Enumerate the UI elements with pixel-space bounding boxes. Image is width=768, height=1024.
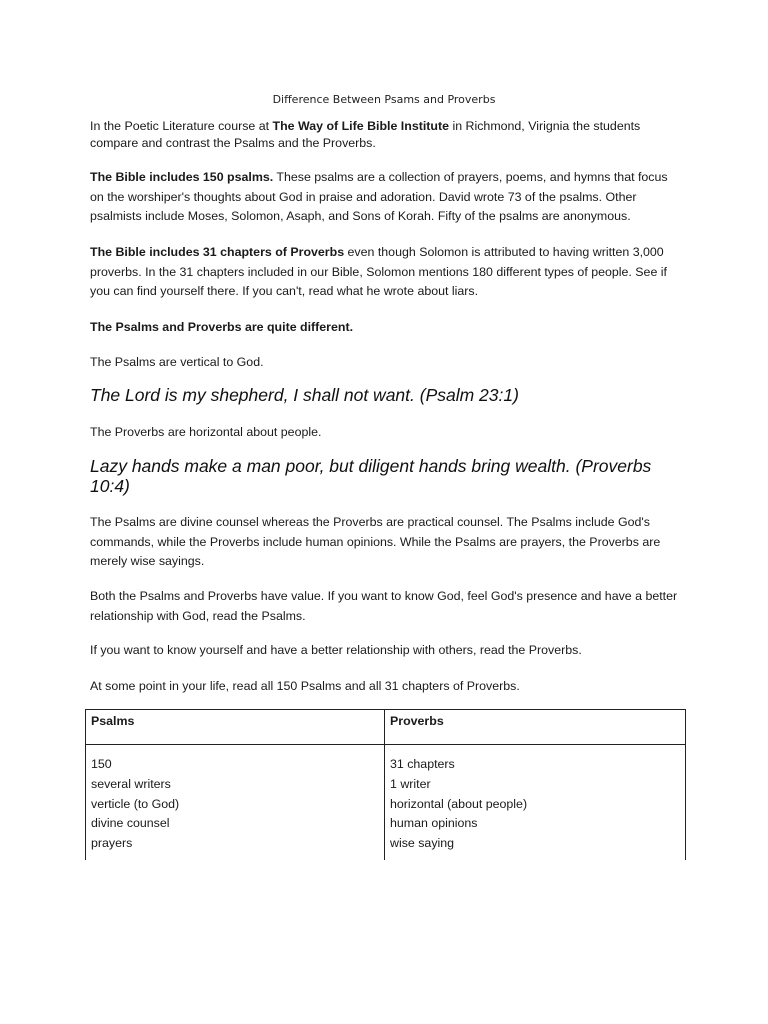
know-paragraph: If you want to know yourself and have a better relationship with others, read the Proverbs.	[90, 643, 582, 657]
psalms-paragraph	[90, 168, 680, 227]
list-item: horizontal (about people)	[390, 796, 528, 811]
proverbs-body: even though Solomon is attributed to having written 3,000 proverbs. In the 31 chapters included in our Bible, Solomon mentions 180 different types of people. See if you can find yourself there. If you can't, read what he wrote about liars.	[90, 245, 667, 298]
list-item: divine counsel	[91, 816, 170, 831]
list-item: human opinions	[390, 816, 478, 831]
proverbs-cell	[385, 745, 686, 860]
different-heading: The Psalms and Proverbs are quite different.	[90, 320, 354, 334]
list-item: verticle (to God)	[91, 796, 180, 811]
proverbs-lead: The Bible includes 31 chapters of Proverbs	[90, 245, 345, 259]
table-row	[86, 745, 686, 860]
intro-text-2: in Richmond, Virignia the students compare and contrast the Psalms and the Proverbs.	[90, 119, 641, 150]
document-title: Difference Between Psams and Proverbs	[272, 93, 496, 106]
proverbs-paragraph	[90, 243, 680, 302]
intro-text-1: In the Poetic Literature course at	[90, 119, 273, 133]
comparison-table	[85, 709, 686, 860]
header-proverbs: Proverbs	[385, 710, 686, 745]
list-item: 1 writer	[390, 776, 431, 791]
list-item: wise saying	[390, 836, 455, 851]
proverb-quote: Lazy hands make a man poor, but diligent hands bring wealth. (Proverbs 10:4)	[90, 456, 652, 496]
list-item: 150	[91, 757, 112, 771]
psalms-lead: The Bible includes 150 psalms.	[90, 170, 274, 184]
psalms-cell	[86, 745, 385, 860]
psalms-vertical-text: The Psalms are vertical to God.	[90, 355, 264, 369]
psalm-quote: The Lord is my shepherd, I shall not want. (Psalm 23:1)	[90, 385, 519, 405]
table-header-row	[86, 710, 686, 745]
value-paragraph: Both the Psalms and Proverbs have value. If you want to know God, feel God's presence and have a better relationship with God, read the Psalms.	[90, 589, 678, 623]
table-edge-mark	[85, 854, 86, 860]
list-item: prayers	[91, 836, 133, 851]
read-all-paragraph: At some point in your life, read all 150 Psalms and all 31 chapters of Proverbs.	[90, 679, 520, 693]
header-psalms: Psalms	[86, 710, 385, 745]
intro-paragraph	[90, 118, 680, 152]
institute-name: The Way of Life Bible Institute	[272, 119, 449, 133]
table-edge-mark	[384, 854, 385, 860]
table-edge-mark	[685, 854, 686, 860]
proverbs-horizontal-text: The Proverbs are horizontal about people.	[90, 425, 322, 439]
list-item: several writers	[91, 776, 171, 791]
psalms-body: These psalms are a collection of prayers, poems, and hymns that focus on the worshiper's thoughts about God in praise and adoration. David wrote 73 of the psalms. Other psalmists include Moses, Solomon, Asaph, and Sons of Korah. Fifty of the psalms are anonymous.	[90, 170, 668, 223]
list-item: 31 chapters	[390, 757, 455, 771]
counsel-paragraph: The Psalms are divine counsel whereas the Proverbs are practical counsel. The Psalms include God's commands, while the Proverbs include human opinions. While the Psalms are prayers, the Proverbs are merely wise sayings.	[90, 515, 661, 568]
